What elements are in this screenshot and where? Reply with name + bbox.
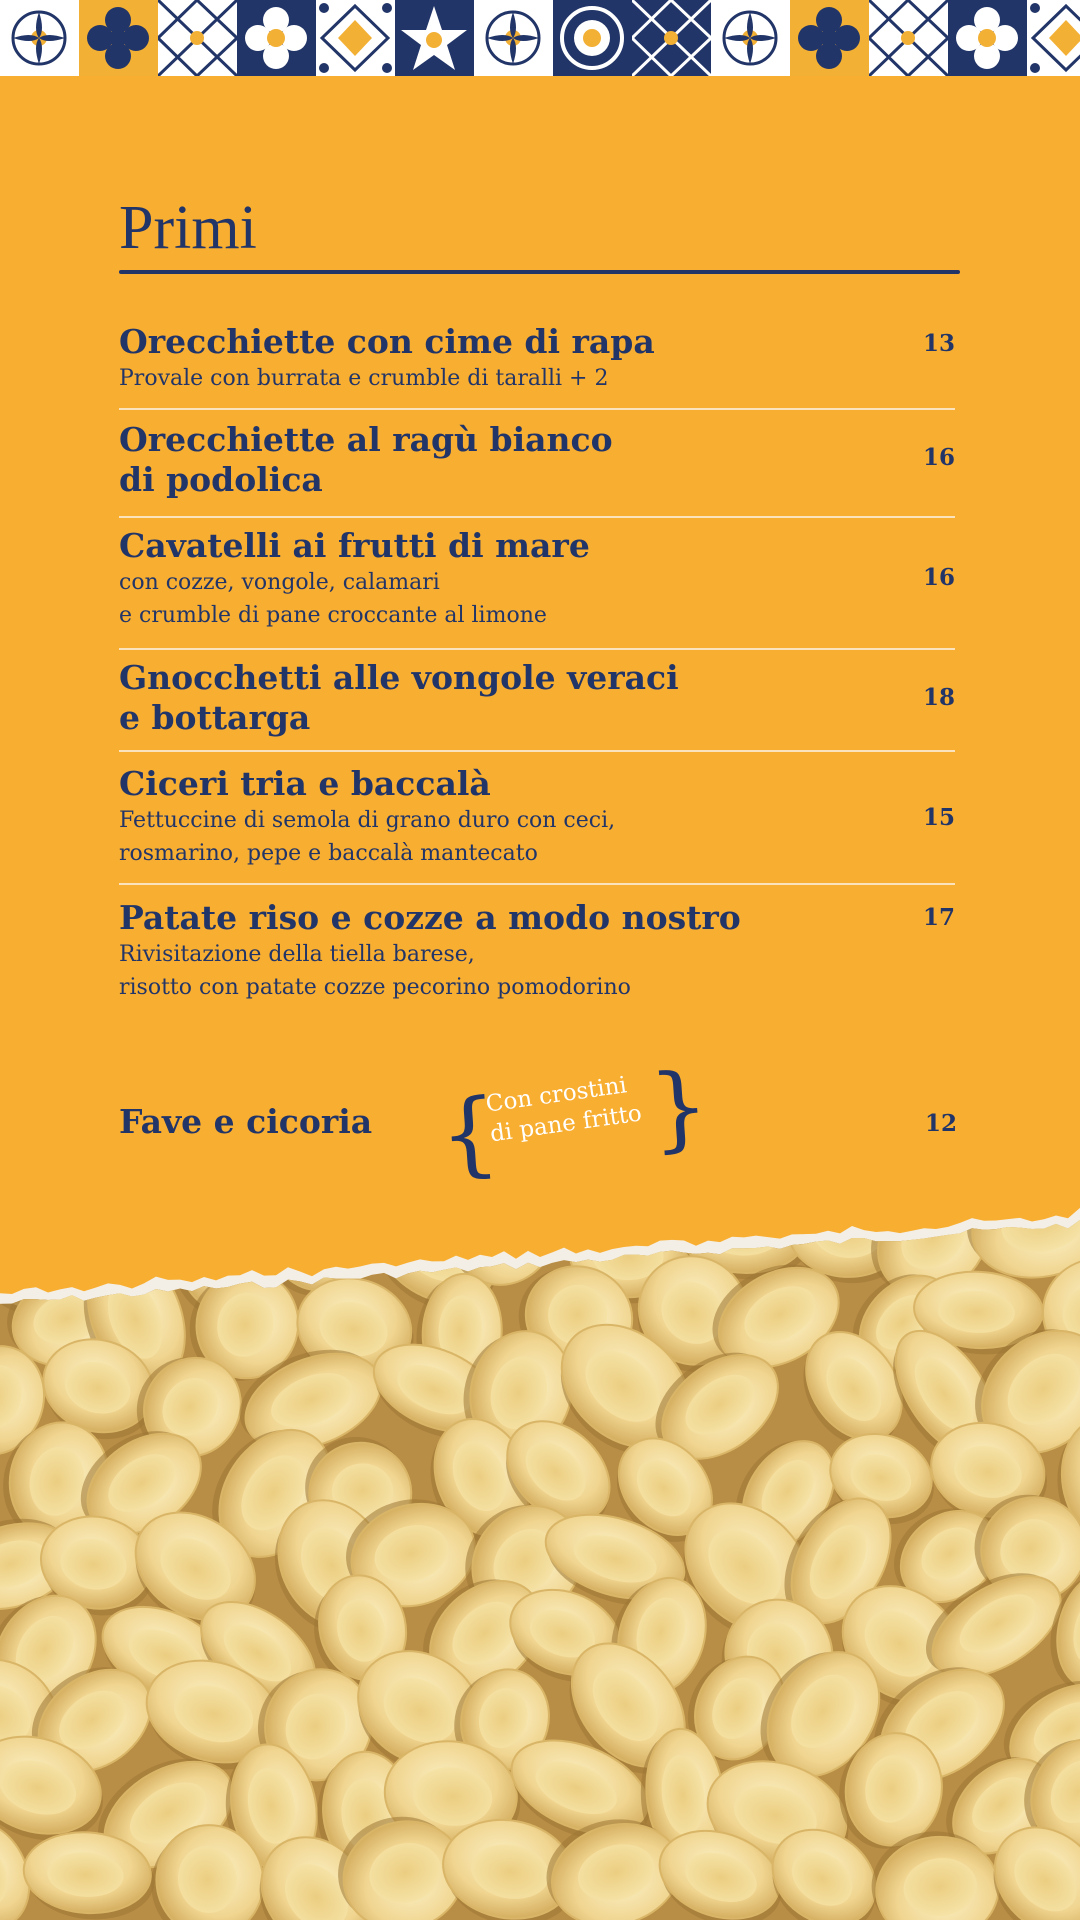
- lattice-white-tile-icon: [869, 0, 948, 76]
- side-note: Con crostini di pane fritto: [484, 1072, 644, 1148]
- quatrefoil-gold-tile-icon: [790, 0, 869, 76]
- dish-description: Fettuccine di semola di grano duro con ceci, rosmarino, pepe e baccalà mantecato: [119, 808, 616, 866]
- menu-item: [119, 526, 955, 632]
- floral-white-tile-icon: [0, 0, 79, 76]
- left-brace: {: [436, 1078, 503, 1189]
- item-divider: [119, 750, 955, 752]
- dish-price: 18: [922, 684, 955, 711]
- dish-name: Patate riso e cozze a modo nostro: [119, 898, 741, 937]
- title-divider: [119, 270, 960, 274]
- item-divider: [119, 516, 955, 518]
- dish-name: Ciceri tria e baccalà: [119, 764, 491, 803]
- lattice-white-tile-icon: [158, 0, 237, 76]
- diamond-white-tile-icon: [1027, 0, 1080, 76]
- dish-name: Gnocchetti alle vongole veraci e bottarga: [119, 658, 679, 737]
- right-brace: }: [646, 1052, 713, 1163]
- dish-description: Rivisitazione della tiella barese, risotto con patate cozze pecorino pomodorino: [119, 942, 631, 1000]
- dish-name: Orecchiette al ragù bianco di podolica: [119, 420, 613, 499]
- menu-item: [119, 658, 955, 738]
- item-divider: [119, 408, 955, 410]
- dish-price: 17: [922, 904, 955, 931]
- dish-price: 15: [922, 804, 955, 831]
- medallion-blue-tile-icon: [553, 0, 632, 76]
- page-title: Primi: [119, 194, 257, 262]
- special-dish-name: Fave e cicoria: [119, 1102, 373, 1141]
- menu-item: [119, 764, 955, 870]
- dish-description: Provale con burrata e crumble di taralli + 2: [119, 366, 609, 391]
- dish-description: con cozze, vongole, calamari e crumble di pane croccante al limone: [119, 570, 547, 628]
- rosette-white-tile-icon: [474, 0, 553, 76]
- item-divider: [119, 648, 955, 650]
- dish-price: 16: [922, 564, 955, 591]
- dish-name: Cavatelli ai frutti di mare: [119, 526, 590, 565]
- special-dish-price: 12: [925, 1110, 958, 1137]
- menu-item: [119, 322, 955, 395]
- dish-price: 13: [922, 330, 955, 357]
- star-blue-tile-icon: [395, 0, 474, 76]
- menu-item: [119, 420, 955, 500]
- orecchiette-photo: [0, 1200, 1080, 1920]
- item-divider: [119, 883, 955, 885]
- dish-name: Orecchiette con cime di rapa: [119, 322, 655, 361]
- menu-item: [119, 898, 955, 1004]
- floral-white-tile-icon: [711, 0, 790, 76]
- quatrefoil-gold-tile-icon: [79, 0, 158, 76]
- diamond-white-tile-icon: [316, 0, 395, 76]
- clover-blue-tile-icon: [948, 0, 1027, 76]
- lattice-blue-tile-icon: [632, 0, 711, 76]
- clover-blue-tile-icon: [237, 0, 316, 76]
- tile-banner: [0, 0, 1080, 76]
- dish-price: 16: [922, 444, 955, 471]
